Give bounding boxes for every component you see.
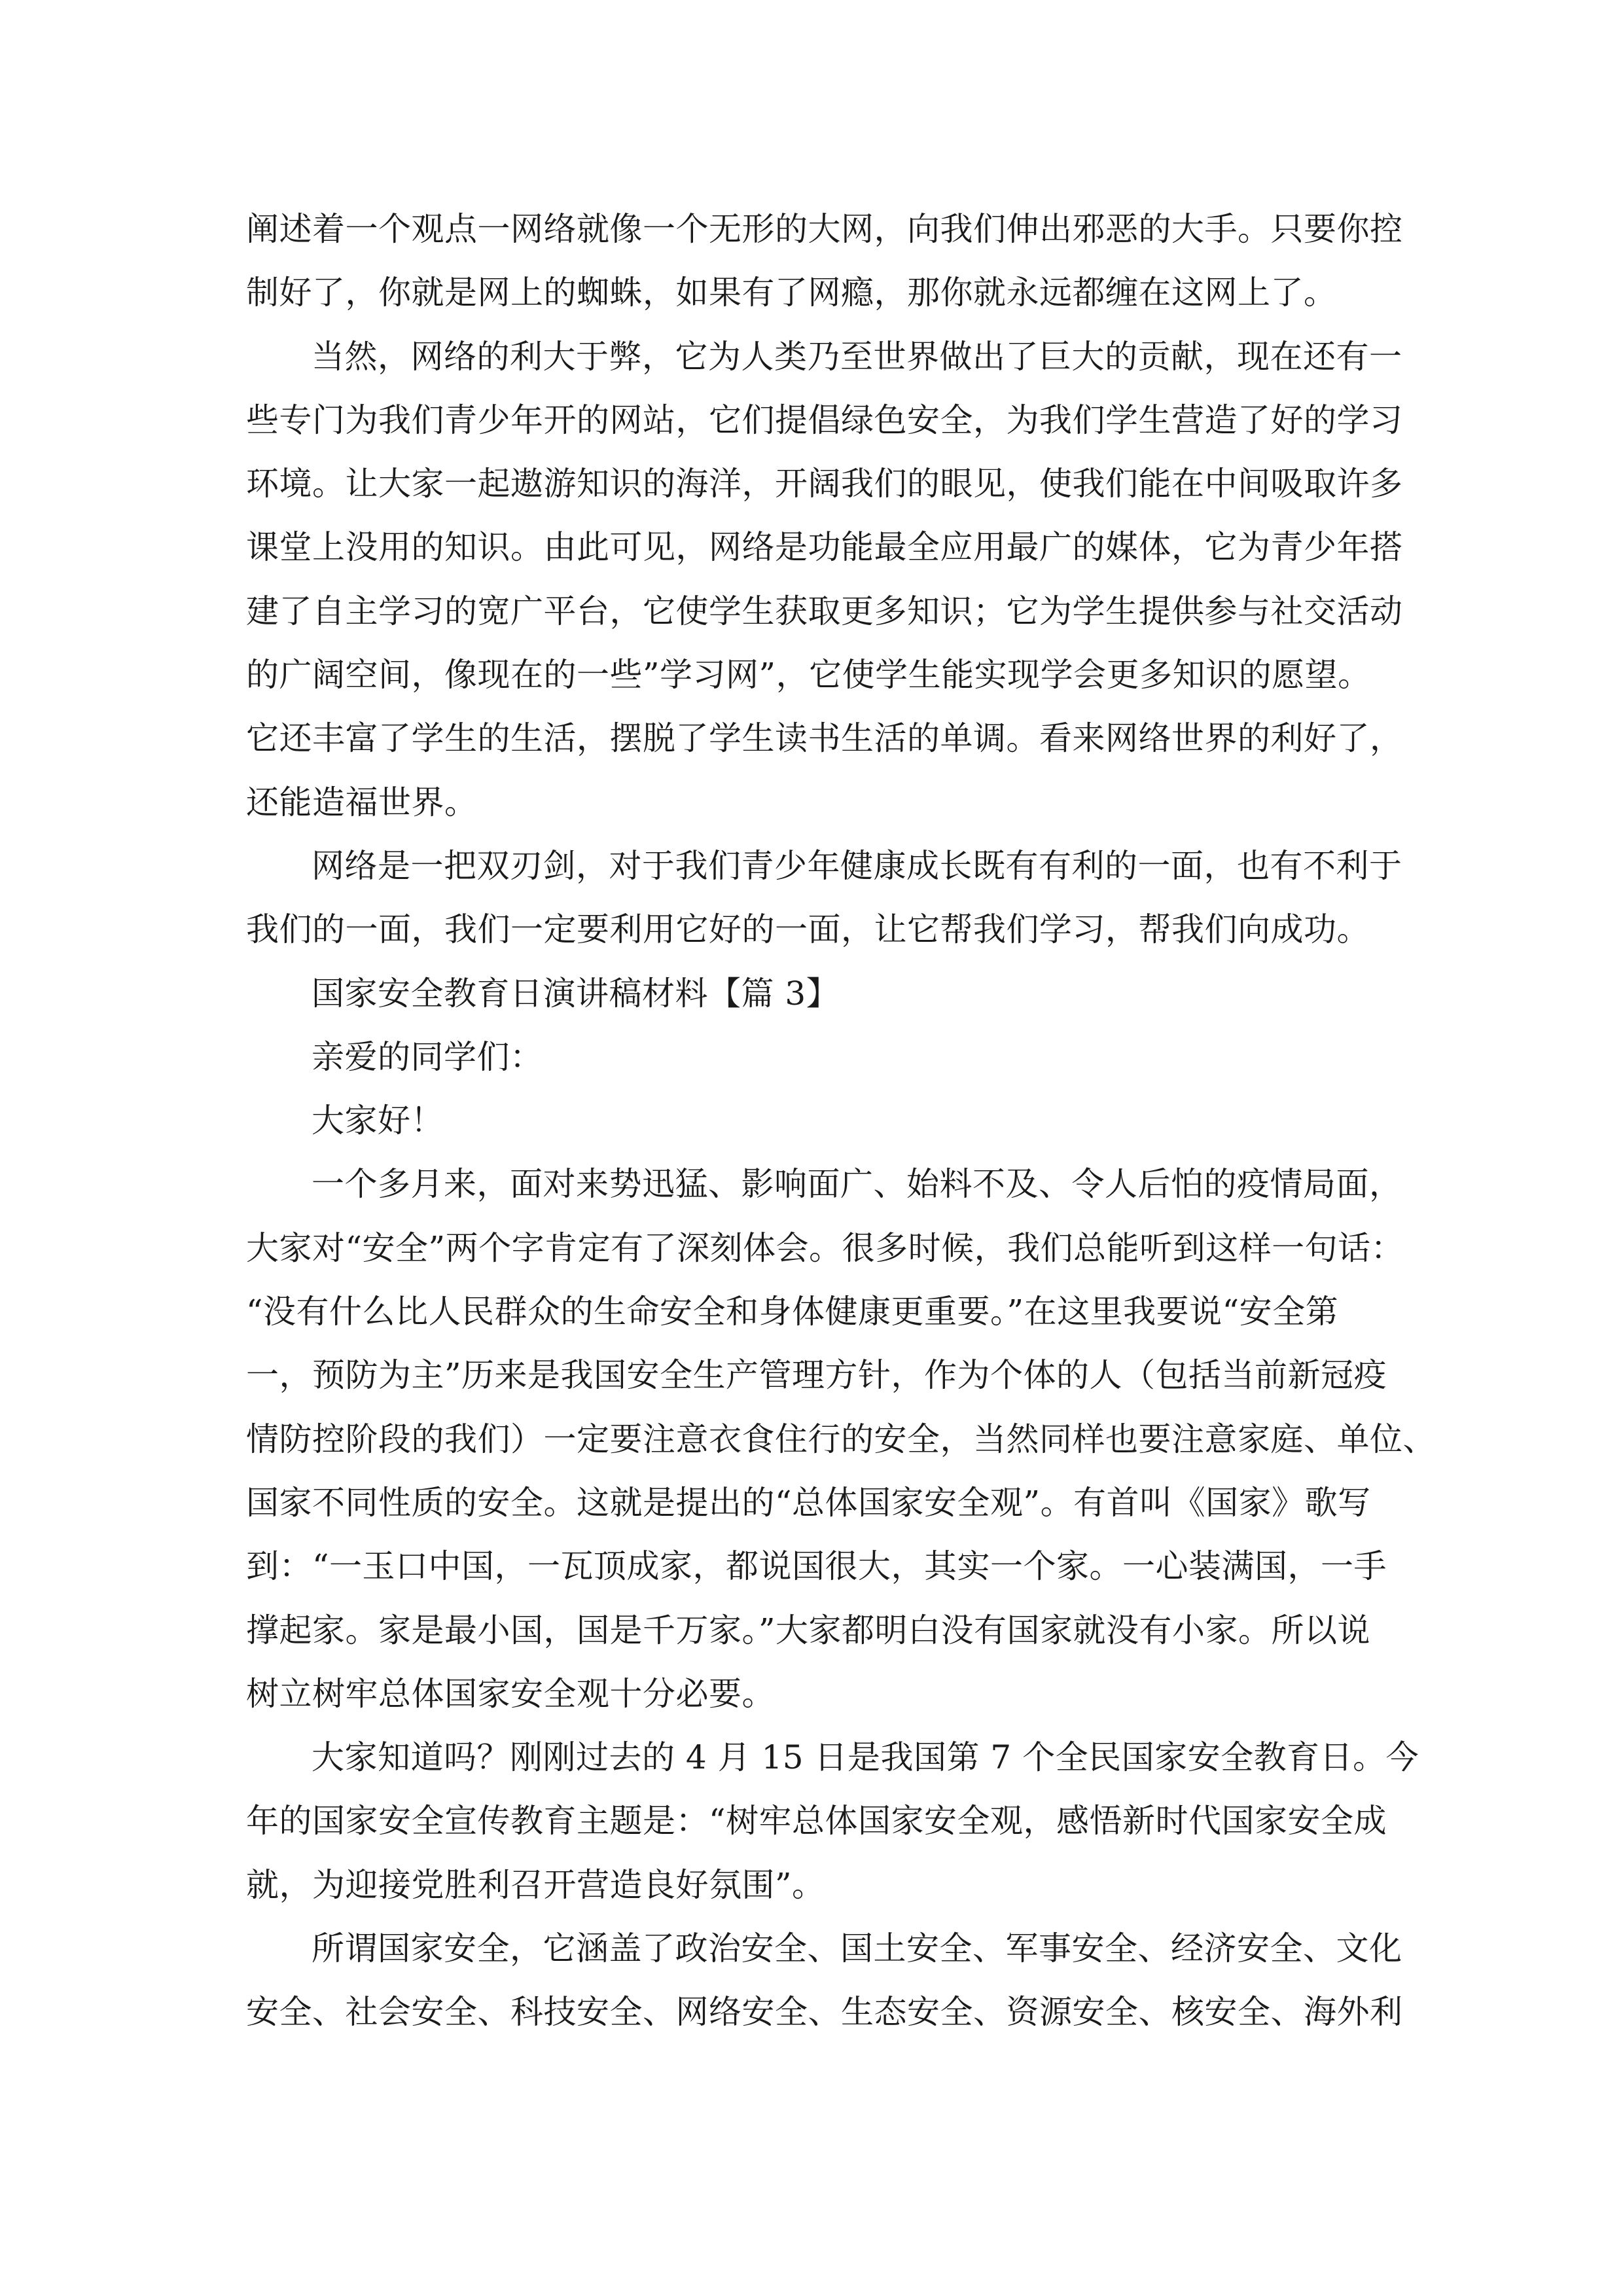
document-body	[246, 198, 1436, 2045]
paragraph	[246, 1917, 1403, 2045]
text-line: 建了自主学习的宽广平台，它使学生获取更多知识；它为学生提供参与社交活动	[246, 592, 1403, 630]
paragraph	[246, 198, 1403, 325]
text-line: 还能造福世界。	[246, 783, 478, 821]
text-line: 一个多月来，面对来势迅猛、影响面广、始料不及、令人后怕的疫情局面，	[312, 1165, 1402, 1204]
text-line: 课堂上没用的知识。由此可见，网络是功能最全应用最广的媒体，它为青少年搭	[246, 528, 1403, 567]
text-line: 到：“一玉口中国，一瓦顶成家，都说国很大，其实一个家。一心装满国，一手	[246, 1547, 1387, 1586]
text-line: 亲爱的同学们：	[312, 1037, 543, 1076]
text-line: 一，预防为主”历来是我国安全生产管理方针，作为个体的人（包括当前新冠疫	[246, 1356, 1387, 1395]
section-heading	[246, 962, 1391, 1026]
greeting	[246, 1089, 1391, 1153]
text-line: 国家不同性质的安全。这就是提出的“总体国家安全观”。有首叫《国家》歌写	[246, 1483, 1371, 1522]
text-line: 网络是一把双刃剑，对于我们青少年健康成长既有有利的一面，也有不利于	[312, 846, 1402, 885]
heading-line: 国家安全教育日演讲稿材料【篇 3】	[312, 974, 840, 1013]
text-line: 大家知道吗？刚刚过去的 4 月 15 日是我国第 7 个全民国家安全教育日。今	[312, 1738, 1419, 1777]
text-line: 些专门为我们青少年开的网站，它们提倡绿色安全，为我们学生营造了好的学习	[246, 401, 1403, 439]
text-line: 所谓国家安全，它涵盖了政治安全、国土安全、军事安全、经济安全、文化	[312, 1929, 1402, 1968]
paragraph	[246, 834, 1402, 962]
text-line: 当然，网络的利大于弊，它为人类乃至世界做出了巨大的贡献，现在还有一	[312, 337, 1402, 376]
text-line: 大家好！	[312, 1102, 444, 1140]
text-line: 就，为迎接党胜利召开营造良好氛围”。	[246, 1865, 825, 1904]
text-line: 撑起家。家是最小国，国是千万家。”大家都明白没有国家就没有小家。所以说	[246, 1611, 1371, 1649]
text-line: 它还丰富了学生的生活，摆脱了学生读书生活的单调。看来网络世界的利好了，	[246, 719, 1403, 758]
text-line: 的广阔空间，像现在的一些”学习网”，它使学生能实现学会更多知识的愿望。	[246, 656, 1371, 694]
text-line: 情防控阶段的我们）一定要注意衣食住行的安全，当然同样也要注意家庭、单位、	[246, 1420, 1436, 1458]
paragraph	[246, 1153, 1436, 1726]
text-line: 大家对“安全”两个字肯定有了深刻体会。很多时候，我们总能听到这样一句话：	[246, 1229, 1404, 1267]
paragraph	[246, 1726, 1419, 1917]
text-line: 环境。让大家一起遨游知识的海洋，开阔我们的眼见，使我们能在中间吸取许多	[246, 465, 1403, 503]
text-line: 树立树牢总体国家安全观十分必要。	[246, 1674, 775, 1713]
text-line: 制好了，你就是网上的蜘蛛，如果有了网瘾，那你就永远都缠在这网上了。	[246, 274, 1337, 312]
text-line: 阐述着一个观点一网络就像一个无形的大网，向我们伸出邪恶的大手。只要你控	[246, 210, 1403, 248]
text-line: 我们的一面，我们一定要利用它好的一面，让它帮我们学习，帮我们向成功。	[246, 910, 1370, 949]
salutation	[246, 1026, 1391, 1089]
paragraph	[246, 325, 1403, 834]
text-line: 年的国家安全宣传教育主题是：“树牢总体国家安全观，感悟新时代国家安全成	[246, 1802, 1387, 1840]
text-line: 安全、社会安全、科技安全、网络安全、生态安全、资源安全、核安全、海外利	[246, 1993, 1403, 2032]
text-line: “没有什么比人民群众的生命安全和身体健康更重要。”在这里我要说“安全第	[246, 1293, 1339, 1331]
